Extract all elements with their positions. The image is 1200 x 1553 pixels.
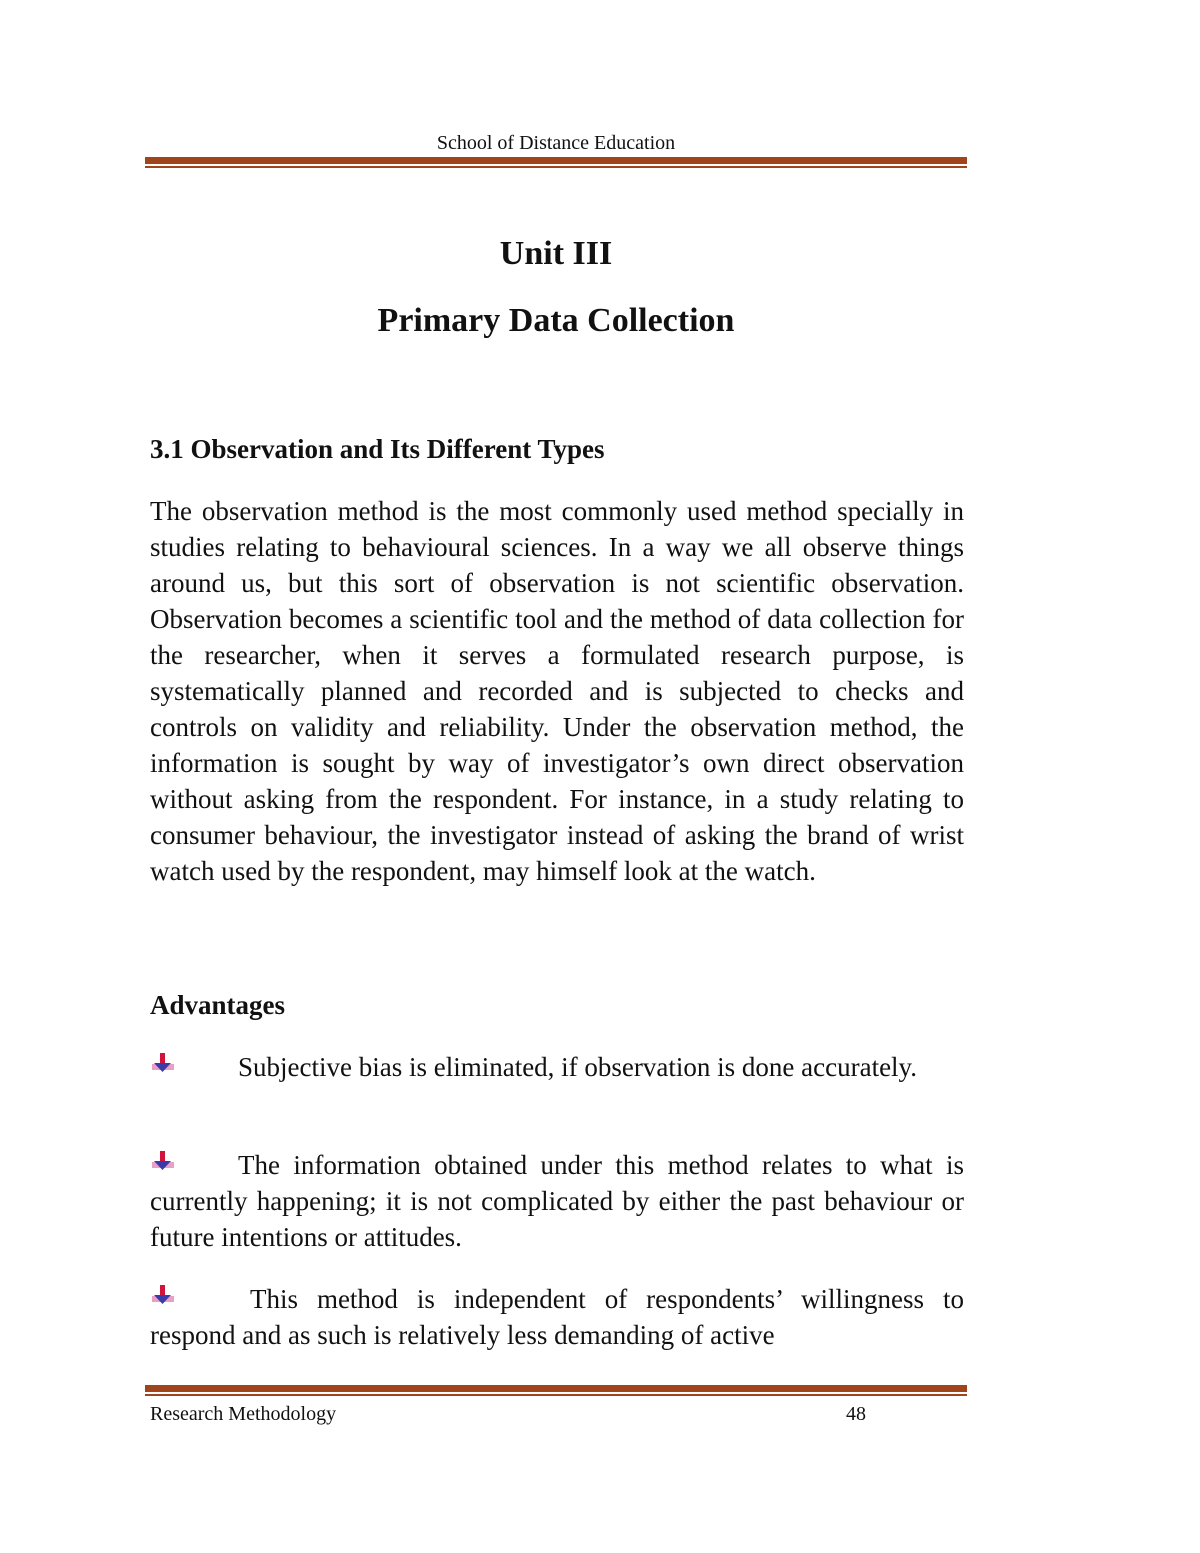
arrow-down-bullet-icon (150, 1150, 178, 1172)
advantage-text: This method is independent of respondents’ willingness to respond and as such is relatively less demanding of active (150, 1284, 964, 1350)
footer-rule (145, 1385, 967, 1396)
arrow-down-bullet-icon (150, 1284, 178, 1306)
section-heading: 3.1 Observation and Its Different Types (150, 434, 605, 464)
advantage-text: The information obtained under this method relates to what is currently happening; it is not complicated by either the past behaviour or future intentions or attitudes. (150, 1150, 964, 1252)
chapter-title: Primary Data Collection (377, 302, 735, 339)
page-header: School of Distance Education (436, 132, 676, 154)
footer-course: Research Methodology (150, 1403, 337, 1425)
advantage-item (150, 1281, 964, 1353)
header-rule (145, 157, 967, 168)
arrow-down-bullet-icon (150, 1052, 178, 1074)
section-paragraph: The observation method is the most commonly used method specially in studies relating to behavioural sciences. In a way we all observe things around us, but this sort of observation is not scientific observation. Observation becomes a scientific tool and the method of data collection for the researcher, when it serves a formulated research purpose, is systematically planned and recorded and is subjected to checks and controls on validity and reliability. Under the observation method, the information is sought by way of investigator’s own direct observation without asking from the respondent. For instance, in a study relating to consumer behaviour, the investigator instead of asking the brand of wrist watch used by the respondent, may himself look at the watch. (150, 496, 964, 886)
advantages-heading: Advantages (150, 990, 286, 1020)
advantage-item (150, 1049, 964, 1085)
unit-title: Unit III (499, 235, 613, 272)
advantage-text: Subjective bias is eliminated, if observation is done accurately. (238, 1052, 918, 1082)
page-number: 48 (846, 1403, 866, 1425)
advantage-item (150, 1147, 964, 1255)
